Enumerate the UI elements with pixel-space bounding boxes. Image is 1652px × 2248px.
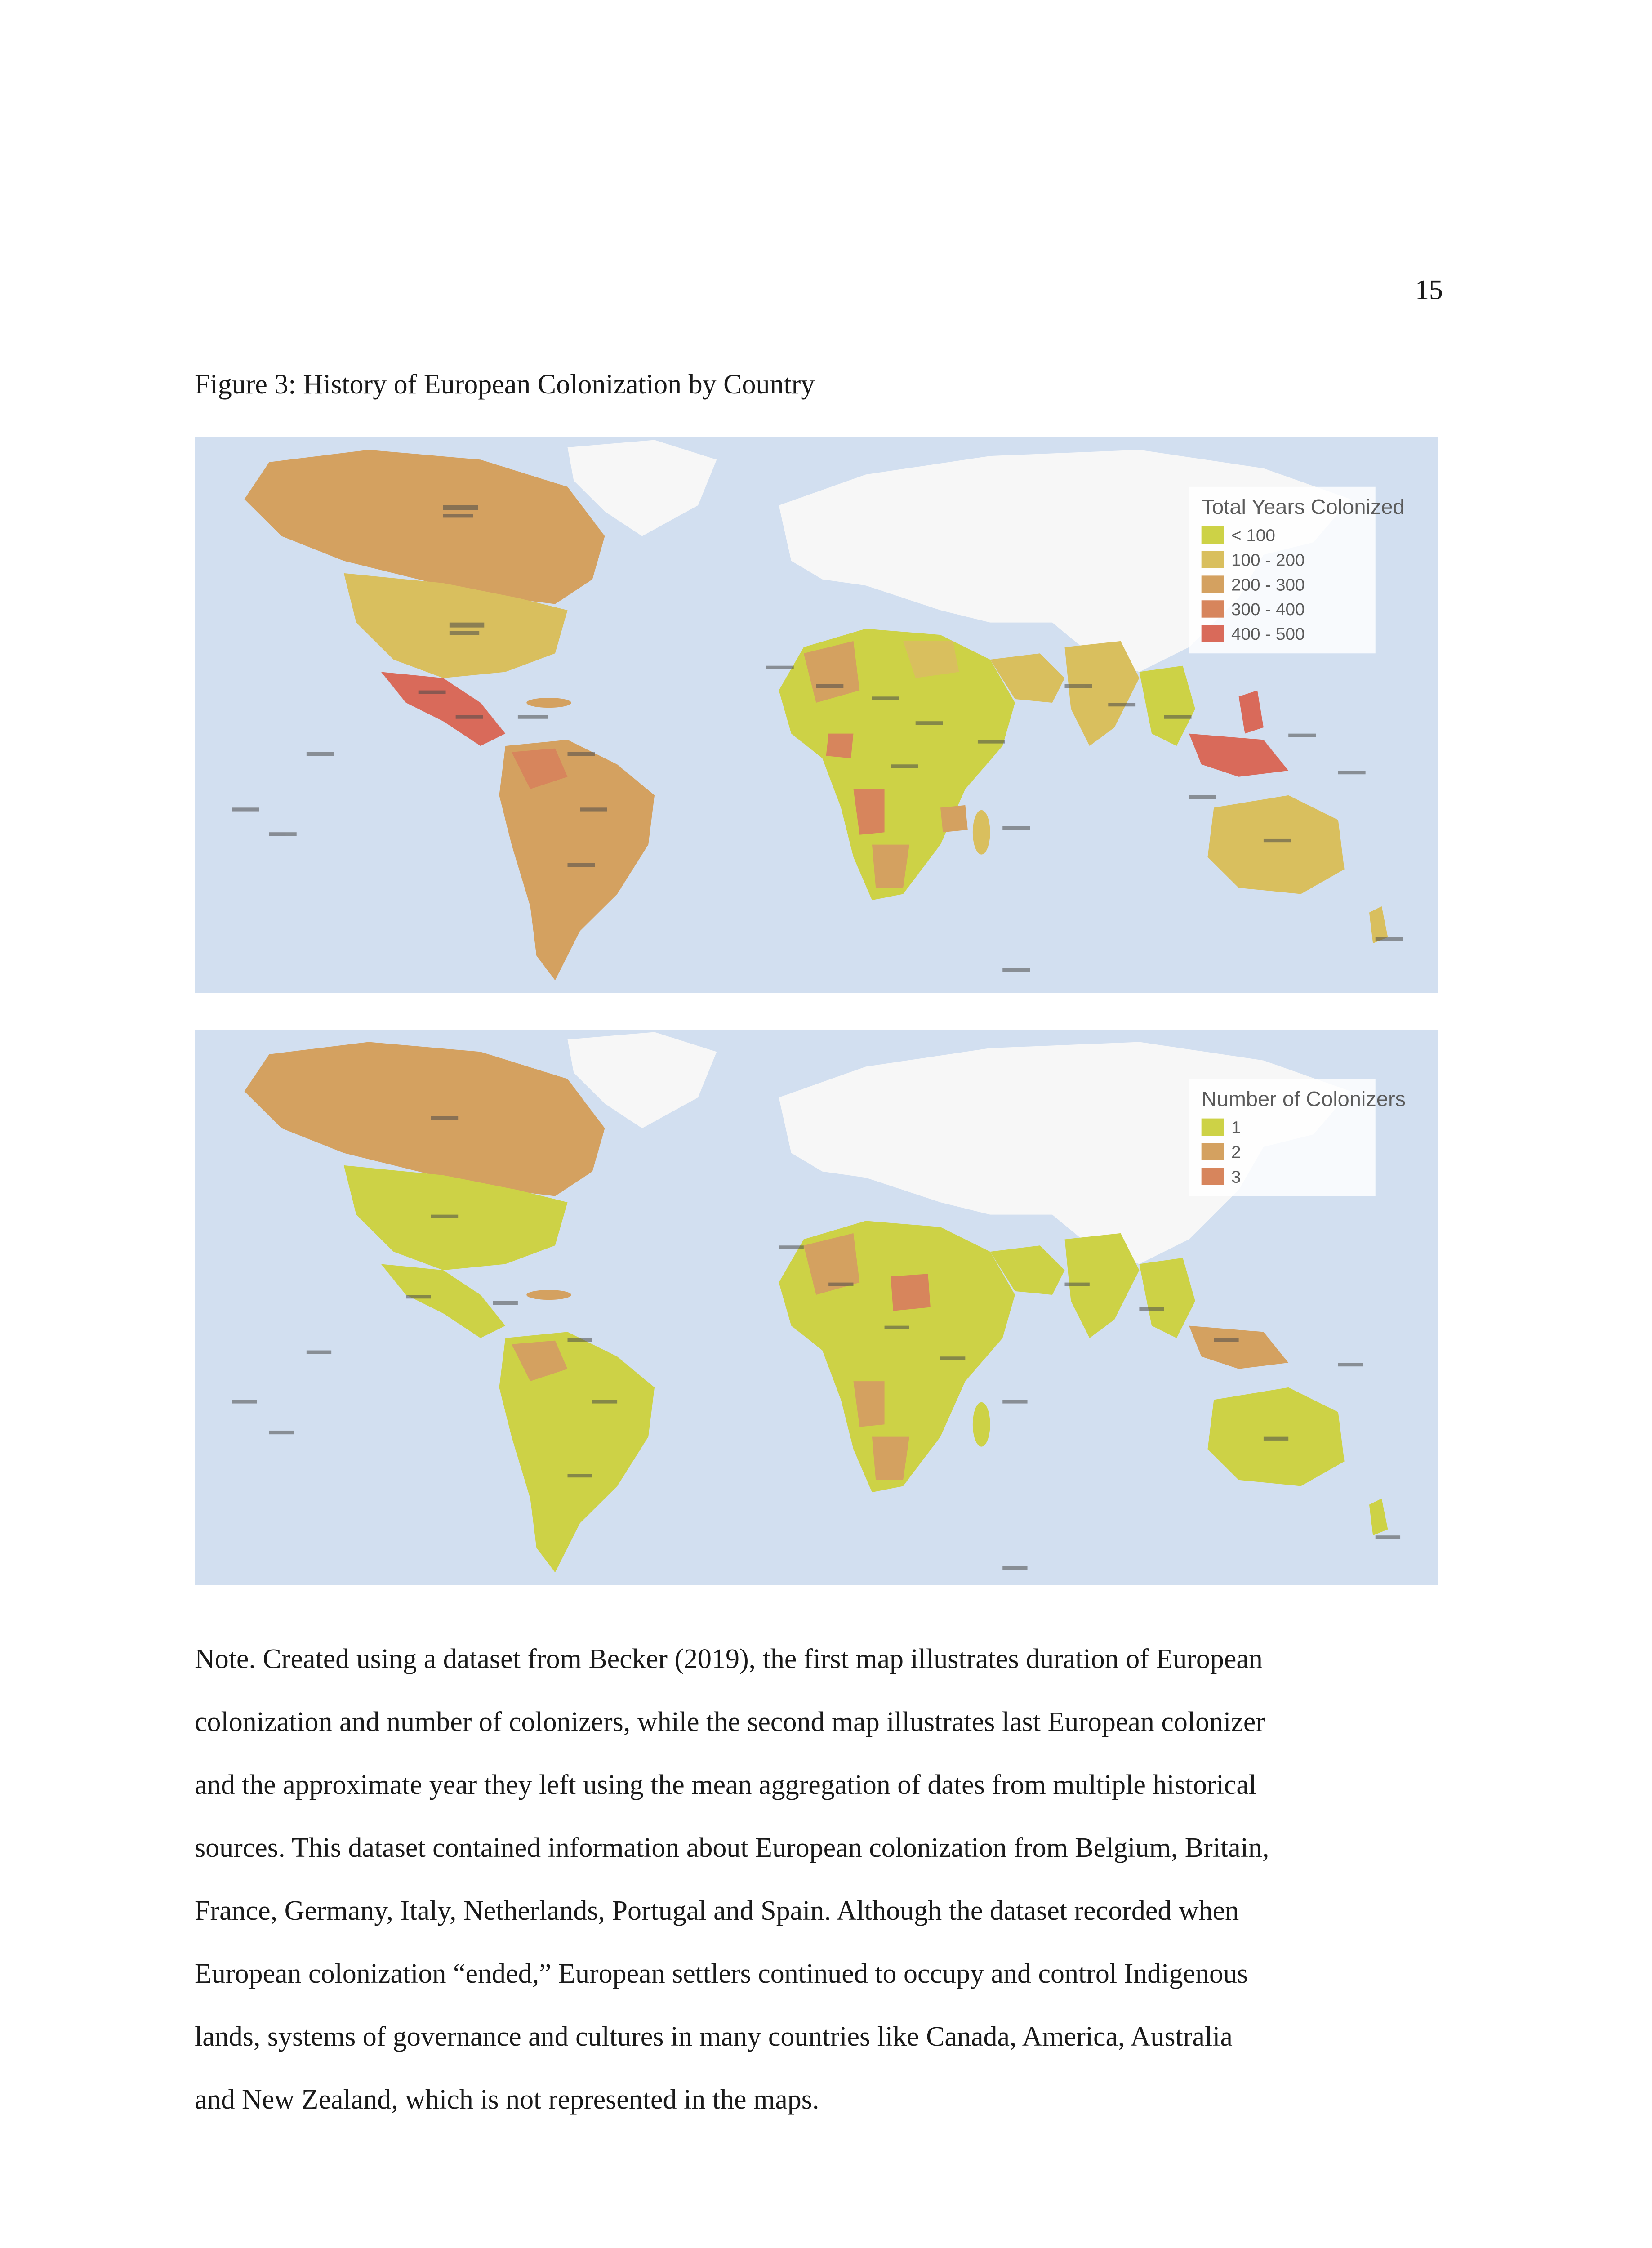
figure-note — [195, 1628, 1440, 2131]
colonization-duration-map-graphic — [195, 437, 1438, 993]
legend-label: 2 — [1231, 1142, 1241, 1162]
legend-label: 100 - 200 — [1231, 550, 1305, 570]
legend-swatch — [1202, 1119, 1224, 1136]
note-line: sources. This dataset contained information about European colonization from Belgium, Britain, — [195, 1833, 1269, 1863]
legend-label: 200 - 300 — [1231, 575, 1305, 595]
legend-label: 3 — [1231, 1167, 1241, 1187]
legend-label: < 100 — [1231, 526, 1275, 545]
legend-label: 400 - 500 — [1231, 624, 1305, 644]
legend-swatch — [1202, 526, 1224, 544]
note-line: and New Zealand, which is not represented in the maps. — [195, 2084, 819, 2115]
page-number: 15 — [1415, 275, 1443, 305]
note-line: France, Germany, Italy, Netherlands, Portugal and Spain. Although the dataset recorded when — [195, 1896, 1239, 1926]
note-line: European colonization “ended,” European settlers continued to occupy and control Indigenous — [195, 1958, 1248, 1989]
colonizer-count-map-graphic — [195, 1030, 1438, 1585]
colonizer-count-legend — [1189, 1079, 1406, 1196]
note-line: lands, systems of governance and cultures in many countries like Canada, America, Australia — [195, 2021, 1233, 2052]
colonization-duration-map — [195, 437, 1438, 993]
duration-legend-title: Total Years Colonized — [1201, 495, 1405, 519]
colonizer-count-legend-title: Number of Colonizers — [1201, 1087, 1406, 1111]
legend-swatch — [1202, 1168, 1224, 1185]
legend-swatch — [1202, 575, 1224, 593]
legend-swatch — [1202, 625, 1224, 642]
figure-caption: Figure 3: History of European Colonization by Country — [195, 369, 815, 400]
duration-legend — [1189, 487, 1405, 654]
legend-swatch — [1202, 551, 1224, 568]
note-line: and the approximate year they left using the mean aggregation of dates from multiple historical — [195, 1770, 1257, 1800]
legend-label: 1 — [1231, 1118, 1241, 1137]
note-line: colonization and number of colonizers, while the second map illustrates last European colonizer — [195, 1707, 1265, 1737]
colonizer-count-map — [195, 1030, 1438, 1585]
legend-swatch — [1202, 600, 1224, 617]
note-line: Note. Created using a dataset from Becker (2019), the first map illustrates duration of European — [195, 1644, 1263, 1674]
legend-label: 300 - 400 — [1231, 600, 1305, 620]
legend-swatch — [1202, 1143, 1224, 1160]
